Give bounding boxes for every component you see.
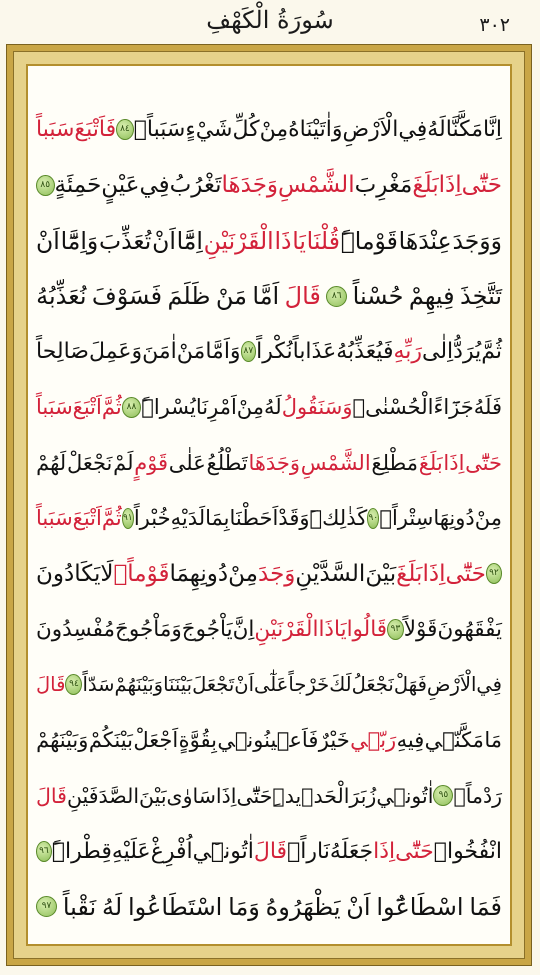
verse-word: خُبْراً [133, 506, 171, 531]
verse-word: تَغْرُبُ [169, 172, 222, 199]
verse-word: جَعَلَهُ [329, 838, 374, 864]
verse-word: وَعَمِلَ [89, 339, 143, 365]
highlighted-word: قَالَ [253, 838, 288, 864]
highlighted-word: قَالَ [36, 673, 66, 697]
verse-word: تَطْلُعُ [206, 450, 248, 475]
highlighted-word: اِذَا [422, 560, 446, 587]
verse-word: تُعَذِّبَ [98, 226, 152, 255]
highlighted-word: قُلْنَا [306, 226, 340, 255]
verse-word: يَكَادُونَ [36, 560, 101, 587]
highlighted-word: الْقَرْنَيْنِ [254, 616, 319, 642]
verse-word: مِنْ [474, 506, 502, 531]
verse-word: شَيْءٍ [185, 117, 233, 143]
ayah-number-marker: ٩٢ [486, 563, 502, 584]
verse-line [36, 657, 502, 713]
ayah-number-marker: ٩١ [122, 508, 134, 529]
verse-word: بِقُوَّةٍ [178, 728, 217, 753]
verse-word: اٰتُون۪ٓي [192, 838, 254, 864]
ayah-number-marker: ٨٥ [36, 175, 55, 196]
verse-word: الْحَد۪يدِۜ [272, 783, 350, 808]
verse-word: فِي [476, 673, 502, 697]
surah-title: سُورَةُ الْكَهْفِ [206, 6, 334, 34]
verse-word: عَلٰٓى [254, 673, 289, 697]
verse-word: عَلَيْهِ [111, 838, 151, 864]
verse-word: بَيْنَكُمْ [88, 728, 133, 753]
verse-line [36, 435, 502, 491]
verse-word: حُسْناً [352, 282, 404, 311]
ayah-number-marker: ٩٠ [367, 508, 379, 529]
verse-word: عِنْدَهَا [398, 226, 452, 255]
verse-word: يَاْجُوجَ [181, 616, 233, 642]
highlighted-word: رَبِّهِ [393, 339, 423, 365]
verse-word: فِيهِ [396, 728, 425, 753]
highlighted-word: حَتّٰٓى [461, 172, 502, 199]
verse-word: حَمِئَةٍ [54, 172, 102, 199]
verse-line [36, 546, 502, 602]
highlighted-word: اِذَا [373, 838, 396, 864]
verse-word: بِمَا [205, 506, 230, 531]
verse-line [36, 102, 502, 158]
verse-word: نَجْعَلْ [66, 450, 113, 475]
verse-word: لَمْ [113, 450, 134, 475]
verse-word: الْاَرْضِ [426, 673, 477, 697]
ayah-number-marker: ٨٦ [326, 286, 347, 307]
page-number: ٣٠٢ [479, 14, 510, 36]
verse-word: عَذَاباً [292, 339, 337, 365]
page-frame [6, 44, 532, 966]
ayah-number-marker: ٩٥ [433, 785, 453, 806]
highlighted-word: قَوْماًۙ [113, 560, 170, 587]
verse-word: ظَلَمَ [167, 282, 211, 311]
highlighted-word: اِذَا [443, 450, 465, 475]
highlighted-word: سَبَباً [36, 395, 73, 420]
verse-word: بَيْنَ [365, 560, 397, 587]
highlighted-word: بَلَغَ [396, 560, 423, 587]
verse-word: وَمَا [228, 892, 260, 921]
verse-word: لَهُمْ [36, 450, 67, 475]
verse-word: اِمَّٓا [176, 226, 203, 255]
highlighted-word: ذَا [274, 226, 292, 255]
verse-word: فَاَع۪ينُون۪ي [217, 728, 319, 753]
highlighted-word: ثُمَّ [101, 506, 122, 531]
verse-word: فِي [139, 172, 170, 199]
highlighted-word: سَبَباً [36, 506, 73, 531]
verse-word: لَهُ [264, 395, 282, 420]
verse-word: اٰتُون۪ي [376, 783, 434, 808]
highlighted-word: وَجَدَهَا [221, 172, 279, 199]
highlighted-word: اَتْبَعَ [72, 395, 102, 420]
verse-word: اَمَّا [252, 282, 280, 311]
verse-word: نُكْراً [256, 339, 293, 365]
verse-word: نَقْباً [62, 892, 97, 921]
verse-word: اَنْ [36, 226, 60, 255]
verse-word: الْاَرْضِ [342, 117, 399, 143]
verse-word: لَهُ [101, 892, 123, 921]
verse-word: نَاراًۙ [287, 838, 330, 864]
highlighted-word: سَبَباً [36, 117, 75, 143]
highlighted-word: الْقَرْنَيْنِ [203, 226, 274, 255]
verse-word: انْفُخُواۜ [433, 838, 502, 864]
verse-word: عَلٰى [168, 450, 206, 475]
verse-word: فِيهِمْ [408, 282, 455, 311]
verse-word: فَيُعَذِّبُهُ [336, 339, 394, 365]
highlighted-word: وَجَدَ [258, 560, 296, 587]
verse-word: سِتْراًۙ [379, 506, 434, 531]
highlighted-word: بَلَغَ [418, 450, 443, 475]
highlighted-word: قَالُوا [346, 616, 388, 642]
verse-line [36, 602, 502, 658]
verse-word: مَكَّنّ۪ي [424, 728, 484, 753]
verse-word: اسْتَطَاعُوا [127, 892, 223, 921]
highlighted-word: فَاَتْبَعَ [74, 117, 117, 143]
verse-line [36, 491, 502, 547]
verse-word: اَحَطْنَا [229, 506, 279, 531]
verse-word: وَاَمَّا [205, 339, 241, 365]
verse-word: يُسْراًۜ [141, 395, 196, 420]
verse-word: لَدَيْهِ [170, 506, 206, 531]
highlighted-word: رَبّ۪ي [350, 728, 397, 753]
verse-word: تَتَّخِذَ [459, 282, 502, 311]
verse-word: سَبَباًۙ [133, 117, 186, 143]
verse-word: الْحُسْنٰىۚ [352, 395, 434, 420]
ayah-number-marker: ٩٣ [387, 619, 404, 640]
verse-word: سَاوٰى [166, 783, 216, 808]
highlighted-word: بَلَغَ [412, 172, 439, 199]
highlighted-word: قَالَ [36, 783, 67, 808]
verse-word: حَتّٰٓى [236, 783, 273, 808]
verse-word: قِطْراًۜ [51, 838, 112, 864]
text-panel [26, 64, 512, 946]
verse-line [36, 824, 502, 880]
verse-line [36, 324, 502, 380]
verse-word: دُونِهَا [433, 506, 475, 531]
highlighted-word: الشَّمْسِ [300, 450, 371, 475]
verse-word: وَبَيْنَهُمْ [114, 673, 164, 697]
verse-word: اَنْ [234, 673, 255, 697]
verse-word: لَكَ [329, 673, 352, 697]
verse-line [36, 713, 502, 769]
highlighted-word: ذَا [318, 616, 335, 642]
verse-word: قَوْلاً [403, 616, 438, 642]
verse-word: يَظْهَرُوهُ [265, 892, 341, 921]
verse-word: عَيْنٍ [101, 172, 140, 199]
highlighted-word: قَوْمٍ [134, 450, 169, 475]
verse-word: فَلَهُ [473, 395, 502, 420]
verse-word: قَوْماًۜ [340, 226, 398, 255]
highlighted-word: يَا [292, 226, 306, 255]
verse-word: اٰمَنَ [142, 339, 177, 365]
verse-word: اُفْرِغْ [150, 838, 193, 864]
highlighted-word: حَتّٰٓى [395, 838, 434, 864]
verse-word: بَيْنَ [139, 783, 167, 808]
verse-word: وَاِمَّٓا [60, 226, 99, 255]
ayah-number-marker: ٨٨ [122, 397, 142, 418]
highlighted-word: وَسَنَقُولُ [281, 395, 353, 420]
verse-line [36, 879, 502, 935]
verse-line [36, 269, 502, 325]
verse-word: اَمْرِنَا [195, 395, 237, 420]
verse-word: خَيْرٌ [318, 728, 350, 753]
verse-text [36, 102, 502, 935]
highlighted-word: الشَّمْسِ [278, 172, 355, 199]
verse-word: فَهَلْ [393, 673, 427, 697]
verse-line [36, 768, 502, 824]
verse-word: لَهُ [427, 117, 446, 143]
highlighted-word: قَالَ [284, 282, 321, 311]
verse-line [36, 213, 502, 269]
verse-word: كُلِّ [232, 117, 260, 143]
verse-word: زُبَرَ [349, 783, 377, 808]
verse-word: السَّدَّيْنِ [295, 560, 366, 587]
verse-word: بَيْنَنَا [163, 673, 193, 697]
verse-line [36, 380, 502, 436]
verse-word: فَسَوْفَ [91, 282, 163, 311]
highlighted-word: اِذَا [438, 172, 462, 199]
verse-word: اسْطَاعُٓوا [376, 892, 464, 921]
verse-word: رَدْماًۙ [453, 783, 502, 808]
verse-word: وَقَدْ [278, 506, 310, 531]
highlighted-word: يَا [334, 616, 347, 642]
verse-word: جَزَٓاءً [433, 395, 474, 420]
page-header [0, 0, 540, 42]
verse-word: صَالِحاً [36, 339, 89, 365]
verse-word: ثُمَّ [481, 339, 502, 365]
verse-word: اِنَّا [483, 117, 502, 143]
highlighted-word: وَجَدَهَا [248, 450, 301, 475]
verse-word: مَنْ [215, 282, 247, 311]
verse-word: وَوَجَدَ [452, 226, 502, 255]
verse-word: فَمَا [469, 892, 502, 921]
verse-word: مَا [484, 728, 502, 753]
highlighted-word: حَتّٰٓى [465, 450, 502, 475]
frame-border [13, 51, 525, 959]
verse-word: اَجْعَلْ [133, 728, 179, 753]
verse-word: دُونِهِمَا [169, 560, 229, 587]
verse-word: وَمَاْجُوجَ [115, 616, 182, 642]
ayah-number-marker: ٩٤ [65, 674, 82, 695]
verse-word: نُعَذِّبُهُ [36, 282, 87, 311]
verse-line [36, 158, 502, 214]
verse-word: سَدّاً [82, 673, 115, 697]
highlighted-word: ثُمَّ [101, 395, 122, 420]
verse-word: يُرَدُّ [453, 339, 482, 365]
verse-word: لَا [100, 560, 114, 587]
verse-word: مُفْسِدُونَ [36, 616, 116, 642]
verse-word: مَكَّنَّا [445, 117, 484, 143]
verse-word: اَنْ [346, 892, 371, 921]
verse-word: مِنْ [259, 117, 289, 143]
verse-word: نَجْعَلُ [351, 673, 394, 697]
verse-word: مِنْ [236, 395, 265, 420]
ayah-number-marker: ٩٦ [36, 841, 52, 862]
verse-word: كَذٰلِكَۜ [309, 506, 368, 531]
verse-word: مَنْ [176, 339, 206, 365]
verse-word: مِنْ [228, 560, 258, 587]
verse-word: اَنْ [152, 226, 176, 255]
ayah-number-marker: ٨٧ [241, 341, 257, 362]
verse-word: فِي [398, 117, 428, 143]
highlighted-word: حَتّٰٓى [445, 560, 486, 587]
ayah-number-marker: ٩٧ [36, 896, 57, 917]
verse-word: مَطْلِعَ [371, 450, 418, 475]
verse-word: يَفْقَهُونَ [437, 616, 502, 642]
verse-word: تَجْعَلَ [192, 673, 235, 697]
verse-word: اِنَّ [232, 616, 255, 642]
verse-word: وَاٰتَيْنَاهُ [288, 117, 343, 143]
verse-word: اِذَا [215, 783, 237, 808]
highlighted-word: اَتْبَعَ [72, 506, 102, 531]
verse-word: وَبَيْنَهُمْ [36, 728, 89, 753]
verse-word: مَغْرِبَ [354, 172, 413, 199]
verse-word: اِلٰى [422, 339, 454, 365]
verse-word: خَرْجاً [288, 673, 330, 697]
verse-word: الصَّدَفَيْنِ [66, 783, 140, 808]
ayah-number-marker: ٨٤ [116, 119, 134, 140]
